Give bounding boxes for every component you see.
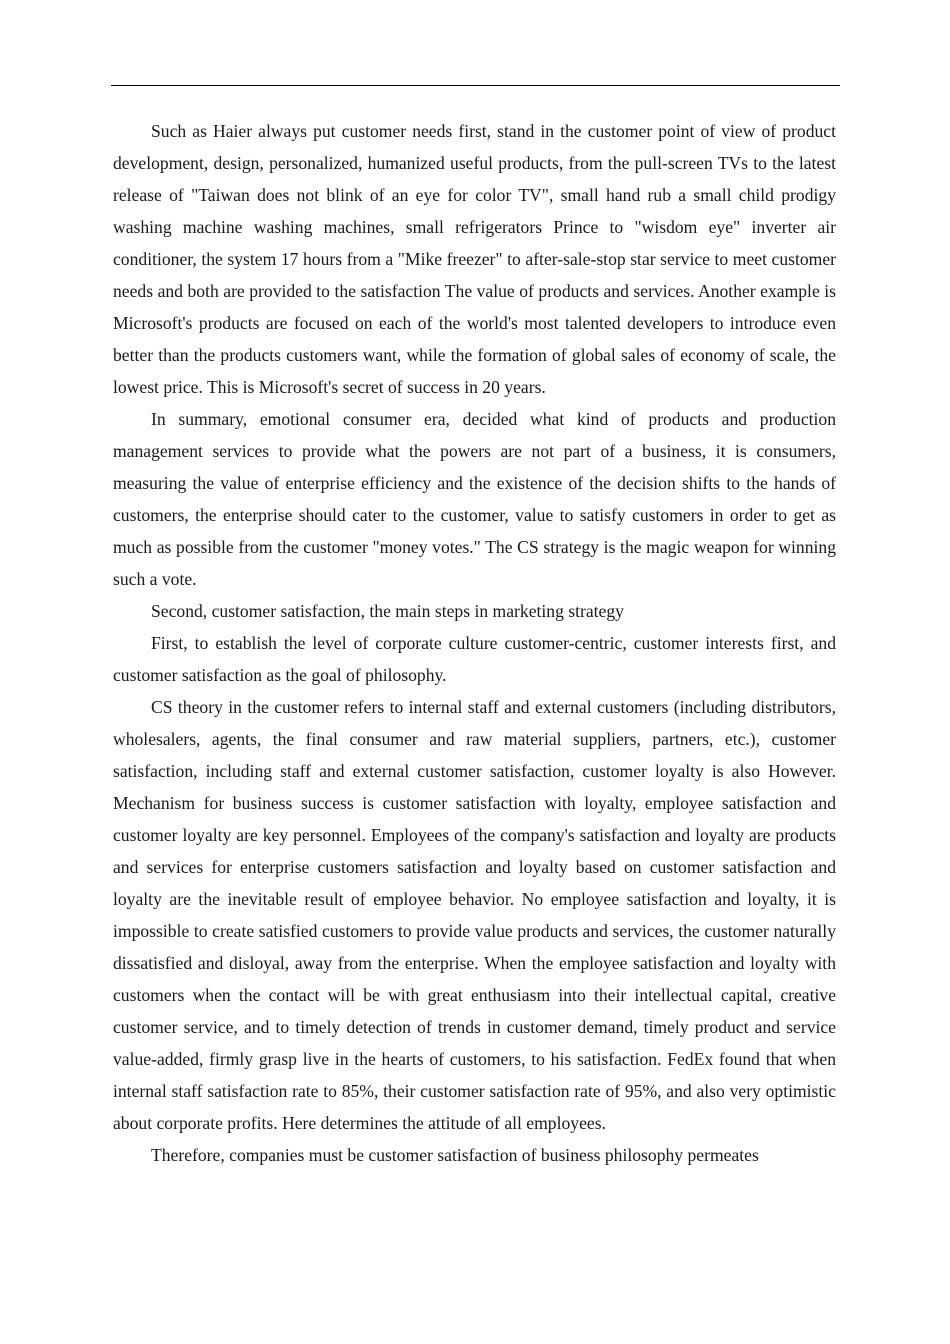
header-rule <box>111 85 840 86</box>
paragraph-first-step: First, to establish the level of corporate culture customer-centric, customer interests first, and customer satisfaction as the goal of philosophy. <box>113 633 836 685</box>
section-heading: Second, customer satisfaction, the main steps in marketing strategy <box>151 601 624 621</box>
paragraph-therefore: Therefore, companies must be customer satisfaction of business philosophy permeates <box>151 1145 759 1165</box>
paragraph-summary: In summary, emotional consumer era, decided what kind of products and production management services to provide what the powers are not part of a business, it is consumers, measuring the value of enterprise efficiency and the existence of the decision shifts to the hands of customers, the enterprise should cater to the customer, value to satisfy customers in order to get as much as possible from the customer "money votes." The CS strategy is the magic weapon for winning such a vote. <box>113 409 836 589</box>
body-text <box>113 115 836 1171</box>
paragraph-haier-microsoft: Such as Haier always put customer needs first, stand in the customer point of view of product development, design, personalized, humanized useful products, from the pull-screen TVs to the latest release of "Taiwan does not blink of an eye for color TV", small hand rub a small child prodigy washing machine washing machines, small refrigerators Prince to "wisdom eye" inverter air conditioner, the system 17 hours from a "Mike freezer" to after-sale-stop star service to meet customer needs and both are provided to the satisfaction The value of products and services. Another example is Microsoft's products are focused on each of the world's most talented developers to introduce even better than the products customers want, while the formation of global sales of economy of scale, the lowest price. This is Microsoft's secret of success in 20 years. <box>113 121 836 397</box>
paragraph-cs-theory: CS theory in the customer refers to internal staff and external customers (including distributors, wholesalers, agents, the final consumer and raw material suppliers, partners, etc.), customer satisfaction, including staff and external customer satisfaction, customer loyalty is also However. Mechanism for business success is customer satisfaction with loyalty, employee satisfaction and customer loyalty are key personnel. Employees of the company's satisfaction and loyalty are products and services for enterprise customers satisfaction and loyalty based on customer satisfaction and loyalty are the inevitable result of employee behavior. No employee satisfaction and loyalty, it is impossible to create satisfied customers to provide value products and services, the customer naturally dissatisfied and disloyal, away from the enterprise. When the employee satisfaction and loyalty with customers when the contact will be with great enthusiasm into their intellectual capital, creative customer service, and to timely detection of trends in customer demand, timely product and service value-added, firmly grasp live in the hearts of customers, to his satisfaction. FedEx found that when internal staff satisfaction rate to 85%, their customer satisfaction rate of 95%, and also very optimistic about corporate profits. Here determines the attitude of all employees. <box>113 697 836 1133</box>
